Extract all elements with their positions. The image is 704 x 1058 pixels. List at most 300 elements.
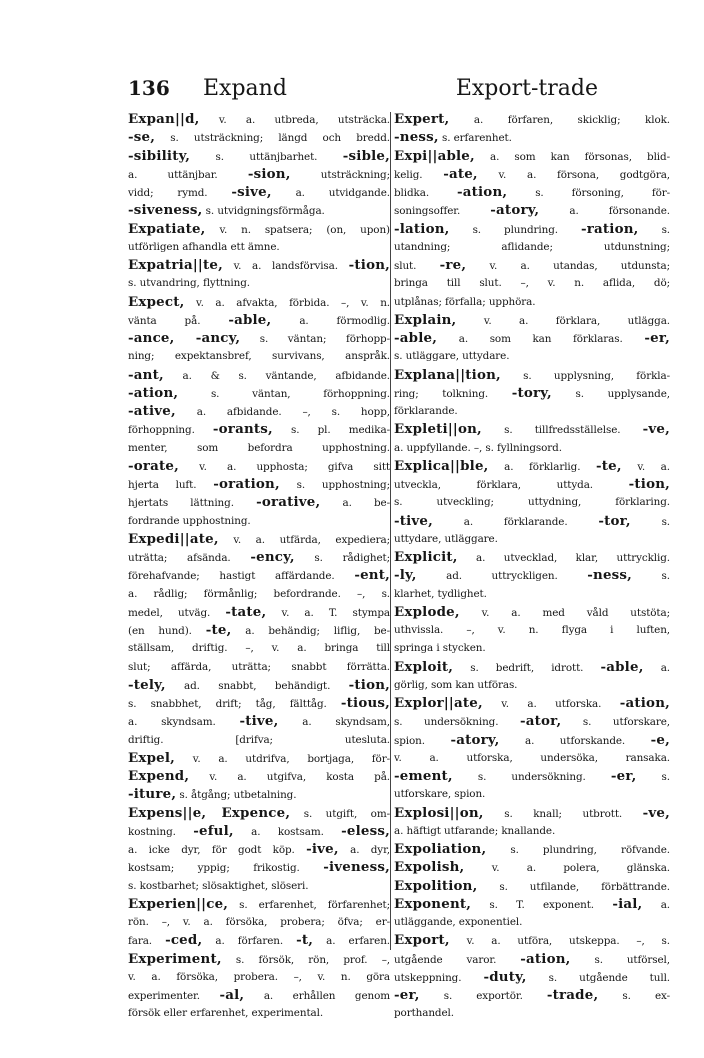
entry-text: a. förklarande. [433, 515, 599, 528]
dictionary-line [394, 238, 670, 256]
dictionary-line [394, 986, 670, 1004]
entry-headword: -ly, [394, 567, 417, 584]
entry-text: v. a. utbreda, utsträcka. [199, 114, 390, 126]
entry-text: uttydare, utläggare. [394, 532, 498, 545]
entry-text: blidka. [394, 187, 457, 199]
entry-headword: Explicit, [394, 549, 458, 565]
entry-headword: Exploit, [394, 658, 454, 675]
dictionary-line [394, 913, 670, 931]
entry-text: a. skyndsam, [278, 716, 390, 729]
dictionary-line [128, 530, 390, 548]
entry-headword: -re, [439, 257, 467, 273]
dictionary-line [394, 475, 670, 493]
entry-headword: Explode, [394, 603, 460, 620]
entry-text: a. afbidande. –, s. hopp, [175, 406, 390, 418]
entry-text: medel, utväg. [128, 606, 226, 619]
entry-text: ring; tolkning. [394, 387, 512, 400]
entry-text: s. uttänjbarhet. [190, 150, 343, 163]
entry-text: experimenter. [128, 990, 220, 1002]
entry-text: v. a. polera, glänska. [464, 862, 670, 875]
dictionary-line [128, 457, 390, 475]
entry-text: förhoppning. [128, 424, 213, 437]
entry-headword: -iture, [128, 786, 177, 803]
entry-text: ad. uttryckligen. [416, 570, 588, 583]
entry-text: a. förfaren, skicklig; klok. [449, 114, 670, 126]
dictionary-line [128, 274, 390, 292]
entry-headword: -lation, [394, 220, 450, 237]
dictionary-line [394, 621, 670, 639]
dictionary-line [394, 566, 670, 584]
entry-headword: -eful, [193, 822, 234, 839]
header-right-guide-word: Export-trade [455, 76, 598, 101]
dictionary-line [394, 293, 670, 311]
entry-headword: Expel, [128, 749, 176, 766]
entry-text: driftig. [drifva; utesluta. [128, 733, 390, 746]
page-number: 136 [128, 76, 170, 100]
entry-text: menter, som befordra upphostning. [128, 441, 390, 454]
entry-headword: -atory, [450, 731, 500, 748]
entry-headword: -able, [600, 658, 644, 675]
entry-headword: -tate, [225, 603, 267, 620]
dictionary-line [128, 913, 390, 931]
entry-headword: -orants, [212, 421, 273, 438]
entry-headword: -tion, [628, 476, 670, 492]
entry-text: ställsam, driftig. –, v. a. bringa till [128, 642, 390, 655]
dictionary-line [128, 712, 390, 730]
entry-text: utsträckning; [290, 168, 390, 181]
dictionary-line [128, 1004, 390, 1022]
entry-text: förklarande. [394, 405, 458, 417]
dictionary-line [128, 128, 390, 146]
entry-headword: -er, [610, 768, 637, 784]
entry-text: slut; affärda, uträtta; snabbt förrätta. [128, 660, 390, 673]
entry-headword: Expolition, [394, 877, 478, 894]
entry-text: s. snabbhet, drift; tåg, fälttåg. [128, 698, 341, 710]
entry-text: soningsoffer. [394, 205, 491, 218]
entry-text: a. förklarlig. [488, 460, 596, 473]
entry-headword: -ator, [520, 713, 562, 730]
entry-text: a. som kan försonas, blid- [474, 150, 670, 163]
entry-text: a. icke dyr, för godt köp. [128, 844, 307, 856]
dictionary-line [394, 712, 670, 730]
column-divider [390, 112, 391, 950]
entry-text: a. försonande. [539, 205, 670, 218]
entry-text: utförligen afhandla ett ämne. [128, 240, 280, 253]
entry-headword: -tive, [239, 713, 279, 730]
entry-headword: -tor, [598, 512, 631, 529]
entry-headword: -ness, [587, 567, 633, 584]
entry-headword: -t, [296, 932, 314, 949]
entry-text: s. utläggare, uttydare. [394, 350, 510, 363]
entry-text: utveckla, förklara, uttyda. [394, 479, 629, 491]
dictionary-line [128, 621, 390, 639]
entry-headword: -able, [228, 311, 272, 328]
entry-text: s. upphostning; [279, 479, 390, 491]
dictionary-line [394, 183, 670, 201]
entry-text: s. utfilande, förbättrande. [477, 880, 670, 893]
entry-headword: -orative, [256, 494, 321, 511]
entry-headword: Expoliation, [394, 841, 487, 857]
entry-headword: -duty, [483, 968, 527, 985]
entry-text: s. utvidgningsförmåga. [202, 205, 325, 218]
entry-headword: -atory, [490, 202, 540, 219]
entry-text: s. bedrift, idrott. [453, 661, 601, 674]
dictionary-line [128, 931, 390, 949]
entry-headword: -ance, -ancy, [128, 330, 241, 346]
dictionary-line [128, 220, 390, 238]
dictionary-line [394, 274, 670, 292]
entry-headword: -ration, [581, 220, 639, 237]
dictionary-line [128, 147, 390, 165]
entry-text: s. [638, 223, 670, 236]
dictionary-line [128, 676, 390, 694]
dictionary-line [128, 329, 390, 347]
dictionary-line [128, 420, 390, 438]
entry-text: v. a. utforska, undersöka, ransaka. [394, 751, 670, 764]
dictionary-line [128, 639, 390, 657]
entry-headword: Expect, [128, 293, 185, 310]
entry-text: v. a. upphosta; gifva sitt [179, 460, 390, 473]
header-left-guide-word: Expand [203, 76, 287, 101]
entry-text: uträtta; afsända. [128, 552, 251, 564]
dictionary-line [394, 420, 670, 438]
entry-text: klarhet, tydlighet. [394, 587, 487, 600]
dictionary-line [128, 858, 390, 876]
entry-headword: -sion, [247, 165, 291, 182]
entry-headword: -iveness, [323, 859, 390, 876]
entry-headword: -se, [128, 129, 156, 146]
entry-text: a. skyndsam. [128, 716, 240, 729]
dictionary-line [128, 804, 390, 822]
dictionary-line [394, 366, 670, 384]
entry-headword: Expatria||te, [128, 257, 223, 273]
entry-text: a. utforskande. [499, 734, 651, 747]
entry-text: a. utvecklad, klar, uttrycklig. [457, 552, 670, 564]
entry-text: s. erfarenhet, förfarenhet; [228, 898, 390, 911]
entry-headword: Expi||able, [394, 147, 475, 164]
entry-headword: -ation, [520, 950, 571, 967]
entry-text: fara. [128, 935, 166, 948]
entry-headword: Explosi||on, [394, 804, 484, 821]
entry-headword: -ant, [128, 366, 164, 383]
entry-headword: -ation, [619, 695, 670, 711]
entry-headword: -ation, [128, 384, 179, 401]
entry-headword: -tive, [394, 512, 433, 529]
entry-text: a. be- [320, 497, 390, 510]
dictionary-line [394, 749, 670, 767]
entry-text: v. a. försöka, probera. –, v. n. göra [128, 970, 390, 983]
dictionary-line [394, 676, 670, 694]
entry-headword: Export, [394, 932, 450, 949]
entry-text: a. erfaren. [313, 935, 390, 948]
entry-text: a. förfaren. [202, 935, 297, 948]
entry-text: v. a. utdrifva, bortjaga, för- [175, 752, 390, 765]
dictionary-line [394, 165, 670, 183]
entry-text: a. [642, 898, 670, 911]
dictionary-line [394, 1004, 670, 1022]
dictionary-line [394, 110, 670, 128]
entry-text: s. plundring. [449, 223, 582, 236]
entry-text: v. a. utfärda, expediera; [218, 533, 390, 546]
dictionary-line [394, 493, 670, 511]
dictionary-line [394, 329, 670, 347]
page-header [128, 76, 598, 106]
entry-headword: Experien||ce, [128, 895, 229, 912]
entry-headword: -able, [394, 330, 438, 346]
entry-headword: -ation, [457, 184, 508, 200]
dictionary-line [128, 950, 390, 968]
entry-headword: -ency, [250, 549, 295, 565]
entry-text: fordrande upphostning. [128, 514, 251, 527]
entry-text: s. väntan, förhoppning. [178, 387, 390, 400]
entry-text: kostning. [128, 825, 194, 838]
dictionary-line [128, 840, 390, 858]
entry-text: a. uppfyllande. –, s. fyllningsord. [394, 441, 562, 454]
dictionary-line [128, 238, 390, 256]
entry-text: vidd; rymd. [128, 187, 232, 199]
dictionary-line [394, 822, 670, 840]
entry-text: a. rådlig; förmånlig; befordrande. –, s. [128, 587, 390, 600]
entry-text: utandning; aflidande; utdunstning; [394, 240, 670, 253]
entry-text: v. a. förklara, utlägga. [456, 314, 670, 327]
entry-headword: Exponent, [394, 895, 472, 912]
entry-text: a. behändig; liflig, be- [231, 625, 390, 637]
entry-text: ning; expektansbref, survivans, anspråk. [128, 350, 390, 363]
dictionary-line [394, 347, 670, 365]
entry-text: utforskare, spion. [394, 788, 486, 801]
entry-text: s. T. exponent. [471, 898, 613, 911]
entry-text: v. a. utgifva, kosta på. [189, 771, 390, 783]
dictionary-line [128, 493, 390, 511]
dictionary-line [128, 183, 390, 201]
entry-text: porthandel. [394, 1007, 454, 1020]
entry-text: s. ex- [598, 990, 670, 1002]
entry-text: rön. –, v. a. försöka, probera; öfva; er- [128, 916, 390, 928]
entry-headword: -ness, [394, 129, 439, 146]
dictionary-line [128, 311, 390, 329]
dictionary-line [394, 950, 670, 968]
dictionary-line [128, 475, 390, 493]
entry-headword: -tion, [348, 257, 390, 273]
dictionary-line [394, 439, 670, 457]
dictionary-line [394, 585, 670, 603]
entry-text: s. undersökning. [394, 716, 521, 729]
dictionary-line [394, 767, 670, 785]
dictionary-line [394, 147, 670, 165]
entry-text: s. plundring, röfvande. [486, 844, 670, 856]
entry-headword: -ate, [443, 165, 478, 182]
entry-text: s. utförsel, [570, 953, 670, 966]
dictionary-line [128, 548, 390, 566]
entry-text: v. a. utforska. [482, 698, 620, 710]
dictionary-line [128, 384, 390, 402]
entry-headword: -tious, [340, 695, 390, 711]
dictionary-line [394, 530, 670, 548]
entry-text: försök eller erfarenhet, experimental. [128, 1007, 324, 1020]
entry-text: s. tillfredsställelse. [481, 424, 643, 437]
dictionary-line [394, 457, 670, 475]
dictionary-line [394, 877, 670, 895]
dictionary-line [128, 822, 390, 840]
entry-text: v. a. landsförvisa. [222, 260, 349, 272]
entry-text: s. upplysning, förkla- [500, 369, 670, 382]
entry-headword: -te, [596, 457, 622, 474]
dictionary-line [394, 603, 670, 621]
entry-text: a. förmodlig. [271, 314, 390, 327]
entry-headword: -sive, [231, 184, 272, 200]
entry-text: bringa till slut. –, v. n. aflida, dö; [394, 277, 670, 290]
dictionary-line [394, 639, 670, 657]
dictionary-line [128, 785, 390, 803]
dictionary-line [128, 347, 390, 365]
dictionary-line [128, 895, 390, 913]
entry-text: a. dyr, [338, 844, 390, 856]
entry-text: s. försoning, för- [507, 187, 670, 199]
dictionary-line [394, 931, 670, 949]
entry-headword: Explor||ate, [394, 695, 483, 711]
entry-text: s. [630, 515, 670, 528]
entry-headword: -ve, [642, 804, 670, 821]
dictionary-line [128, 512, 390, 530]
entry-text: s. åtgång; utbetalning. [176, 789, 297, 802]
entry-text: hjerta luft. [128, 479, 214, 491]
entry-headword: -er, [644, 330, 670, 346]
entry-text: v. a. T. stympa [266, 606, 390, 619]
dictionary-line [394, 512, 670, 530]
entry-headword: -ement, [394, 768, 453, 784]
dictionary-line [394, 858, 670, 876]
entry-headword: -ial, [612, 895, 643, 912]
entry-text: s. upplysande, [551, 387, 670, 400]
entry-text: ad. snabbt, behändigt. [165, 679, 349, 692]
dictionary-line [394, 256, 670, 274]
entry-text: v. n. spatsera; (on, upon) [205, 223, 390, 236]
entry-text: utplånas; förfalla; upphöra. [394, 295, 536, 308]
entry-text: s. knall; utbrott. [483, 807, 643, 820]
entry-headword: Expedi||ate, [128, 530, 219, 547]
dictionary-line [128, 366, 390, 384]
entry-headword: Expleti||on, [394, 421, 482, 438]
dictionary-line [128, 293, 390, 311]
dictionary-line [394, 220, 670, 238]
entry-headword: Experiment, [128, 950, 222, 967]
dictionary-line [128, 201, 390, 219]
dictionary-line [394, 548, 670, 566]
entry-headword: Expend, [128, 768, 190, 784]
entry-headword: -ve, [642, 421, 670, 438]
entry-headword: -tory, [511, 384, 552, 401]
dictionary-line [394, 785, 670, 803]
entry-text: s. utforskare, [561, 716, 670, 729]
entry-headword: -te, [205, 622, 232, 638]
entry-text: s. [636, 771, 670, 783]
entry-text: a. erhållen genom [244, 990, 390, 1002]
entry-text: v. a. utföra, utskeppa. –, s. [449, 935, 670, 948]
dictionary-line [128, 968, 390, 986]
dictionary-line [128, 658, 390, 676]
entry-text: v. a. [621, 460, 670, 473]
entry-text: s. försök, rön, prof. –, [221, 953, 390, 966]
dictionary-line [394, 402, 670, 420]
entry-text: s. exportör. [419, 990, 547, 1002]
entry-text: s. väntan; förhopp- [240, 333, 390, 345]
entry-text: a. utvidgande. [271, 187, 390, 199]
entry-text: görlig, som kan utföras. [394, 678, 518, 691]
dictionary-line [128, 986, 390, 1004]
entry-text: utgående varor. [394, 953, 521, 966]
entry-headword: Expatiate, [128, 220, 206, 237]
dictionary-line [128, 566, 390, 584]
entry-headword: Explica||ble, [394, 457, 489, 474]
dictionary-line [394, 731, 670, 749]
entry-headword: -er, [394, 987, 420, 1003]
dictionary-line [394, 201, 670, 219]
dictionary-line [394, 128, 670, 146]
entry-headword: -al, [219, 987, 245, 1003]
dictionary-line [128, 749, 390, 767]
entry-text: a. kostsam. [233, 825, 342, 838]
entry-text: spion. [394, 734, 451, 747]
entry-text: a. som kan förklaras. [437, 333, 645, 345]
right-column [394, 110, 670, 1023]
dictionary-line [128, 439, 390, 457]
entry-headword: Expolish, [394, 859, 465, 876]
dictionary-line [394, 694, 670, 712]
entry-headword: Explana||tion, [394, 366, 501, 383]
entry-text: kostsam; yppig; frikostig. [128, 862, 324, 875]
dictionary-line [128, 165, 390, 183]
entry-text: utskeppning. [394, 971, 484, 984]
entry-text: a. uttänjbar. [128, 168, 248, 181]
entry-text: s. erfarenhet. [438, 132, 512, 145]
entry-headword: -ced, [165, 932, 203, 949]
entry-text: v. a. afvakta, förbida. –, v. n. [184, 296, 390, 309]
entry-text: s. [632, 570, 670, 583]
entry-text: uthvissla. –, v. n. flyga i luften, [394, 624, 670, 636]
dictionary-line [128, 694, 390, 712]
entry-headword: -tely, [128, 676, 166, 693]
entry-text: hjertats lättning. [128, 497, 257, 510]
dictionary-line [394, 658, 670, 676]
entry-text: s. utgift, om- [290, 807, 390, 820]
dictionary-line [394, 384, 670, 402]
entry-text: a. häftigt utfarande; knallande. [394, 824, 556, 837]
dictionary-line [394, 311, 670, 329]
entry-headword: Expens||e, Expence, [128, 804, 291, 821]
entry-text: kelig. [394, 168, 444, 181]
entry-text: a. & s. väntande, afbidande. [163, 369, 390, 382]
entry-text: a. [643, 661, 670, 674]
dictionary-line [394, 895, 670, 913]
entry-text: s. utsträckning; längd och bredd. [155, 132, 390, 145]
entry-text: utläggande, exponentiel. [394, 916, 523, 928]
dictionary-line [128, 731, 390, 749]
dictionary-line [128, 877, 390, 895]
entry-text: s. utgående tull. [526, 971, 670, 984]
entry-headword: -e, [650, 731, 670, 748]
entry-headword: -orate, [128, 457, 179, 474]
dictionary-line [128, 585, 390, 603]
entry-headword: -tion, [348, 676, 390, 693]
entry-headword: -siveness, [128, 202, 203, 219]
entry-headword: Explain, [394, 311, 457, 328]
entry-text: v. a. med våld utstöta; [459, 606, 670, 619]
dictionary-line [128, 110, 390, 128]
entry-text: s. pl. medika- [272, 424, 390, 437]
entry-headword: -ent, [354, 567, 390, 584]
left-column [128, 110, 390, 1023]
entry-text: v. a. utandas, utdunsta; [466, 260, 670, 272]
